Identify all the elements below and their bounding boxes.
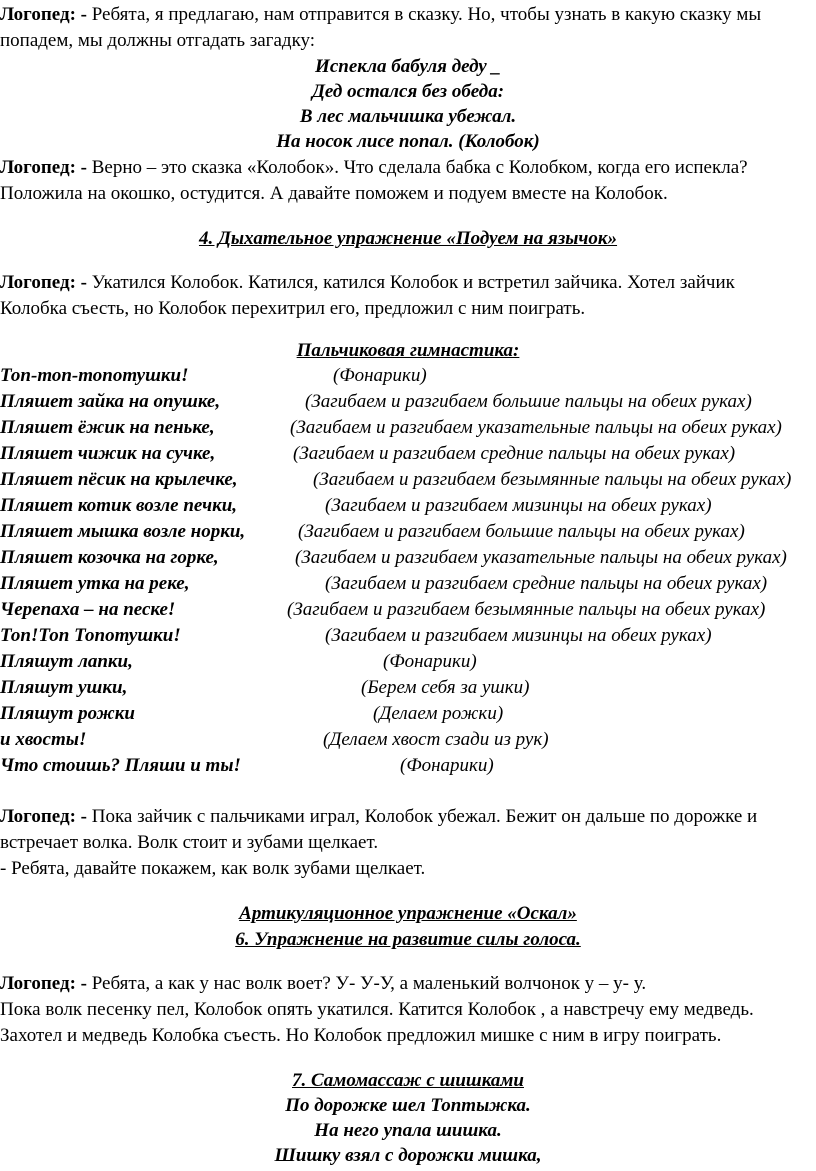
- finger-action: (Загибаем и разгибаем безымянные пальцы на обеих руках): [287, 599, 766, 620]
- paragraph-answer-line-1: [0, 157, 748, 179]
- finger-action: (Делаем рожки): [373, 703, 504, 724]
- finger-verse: Пляшут рожки: [0, 703, 135, 724]
- finger-verse: Пляшет пёсик на крылечке,: [0, 469, 238, 490]
- heading-voice-exercise: 6. Упражнение на развитие силы голоса.: [235, 929, 581, 950]
- paragraph-text: Верно – это сказка «Колобок». Что сделала бабка с Колобком, когда его испекла?: [86, 157, 748, 178]
- heading-self-massage: 7. Самомассаж с шишками: [292, 1070, 524, 1091]
- finger-verse: Пляшет котик возле печки,: [0, 495, 238, 516]
- paragraph-text: Пока зайчик с пальчиками играл, Колобок убежал. Бежит он дальше по дорожке и: [86, 806, 758, 827]
- paragraph-answer-line-2: Положила на окошко, остудится. А давайте поможем и подуем вместе на Колобок.: [0, 183, 668, 204]
- paragraph-wolf-line-3: - Ребята, давайте покажем, как волк зубами щелкает.: [0, 858, 426, 879]
- finger-action: (Фонарики): [383, 651, 477, 672]
- finger-verse: Пляшет утка на реке,: [0, 573, 190, 594]
- paragraph-text: Ребята, я предлагаю, нам отправится в сказку. Но, чтобы узнать в какую сказку мы: [86, 4, 762, 25]
- paragraph-bear-line-3: Захотел и медведь Колобка съесть. Но Колобок предложил мишке с ним в игру поиграть.: [0, 1025, 722, 1046]
- finger-action: (Загибаем и разгибаем средние пальцы на обеих руках): [325, 573, 768, 594]
- speaker-label: Логопед: -: [0, 4, 87, 25]
- speaker-label: Логопед: -: [0, 973, 87, 994]
- finger-action: (Фонарики): [400, 755, 494, 776]
- finger-action: (Загибаем и разгибаем большие пальцы на обеих руках): [305, 391, 752, 412]
- finger-action: (Загибаем и разгибаем указательные пальцы на обеих руках): [290, 417, 782, 438]
- riddle-line-3: В лес мальчишка убежал.: [299, 106, 517, 127]
- finger-verse: Пляшет козочка на горке,: [0, 547, 219, 568]
- finger-action: (Делаем хвост сзади из рук): [323, 729, 549, 750]
- paragraph-hare-line-1: [0, 272, 735, 294]
- poem-line-2: На него упала шишка.: [314, 1120, 502, 1141]
- speaker-label: Логопед: -: [0, 806, 87, 827]
- finger-verse: Топ!Топ Топотушки!: [0, 625, 181, 646]
- paragraph-text: Ребята, а как у нас волк воет? У- У-У, а маленький волчонок у – у- у.: [86, 973, 647, 994]
- finger-verse: Пляшет мышка возле норки,: [0, 521, 246, 542]
- finger-action: (Загибаем и разгибаем указательные пальцы на обеих руках): [295, 547, 787, 568]
- paragraph-intro-line-1: [0, 4, 761, 26]
- finger-action: (Фонарики): [333, 365, 427, 386]
- finger-verse: и хвосты!: [0, 729, 87, 750]
- speaker-label: Логопед: -: [0, 272, 87, 293]
- finger-action: (Загибаем и разгибаем средние пальцы на обеих руках): [293, 443, 736, 464]
- finger-action: (Загибаем и разгибаем большие пальцы на обеих руках): [298, 521, 745, 542]
- finger-verse: Пляшет ёжик на пеньке,: [0, 417, 215, 438]
- paragraph-wolf-line-1: [0, 806, 757, 828]
- paragraph-bear-line-2: Пока волк песенку пел, Колобок опять укатился. Катится Колобок , а навстречу ему медведь.: [0, 999, 754, 1020]
- paragraph-text: Укатился Колобок. Катился, катился Колобок и встретил зайчика. Хотел зайчик: [86, 272, 735, 293]
- finger-verse: Черепаха – на песке!: [0, 599, 176, 620]
- finger-action: (Загибаем и разгибаем мизинцы на обеих руках): [325, 625, 712, 646]
- heading-finger-gymnastics: Пальчиковая гимнастика:: [296, 340, 520, 361]
- paragraph-wolf-line-2: встречает волка. Волк стоит и зубами щелкает.: [0, 832, 379, 853]
- heading-breathing-exercise: 4. Дыхательное упражнение «Подуем на язычок»: [198, 228, 618, 249]
- speaker-label: Логопед: -: [0, 157, 87, 178]
- paragraph-hare-line-2: Колобка съесть, но Колобок перехитрил его, предложил с ним поиграть.: [0, 298, 586, 319]
- finger-verse: Что стоишь? Пляши и ты!: [0, 755, 241, 776]
- finger-action: (Берем себя за ушки): [361, 677, 530, 698]
- paragraph-intro-line-2: попадем, мы должны отгадать загадку:: [0, 30, 316, 51]
- heading-articulation-exercise: Артикуляционное упражнение «Оскал»: [239, 903, 577, 924]
- riddle-line-4: На носок лисе попал. (Колобок): [276, 131, 540, 152]
- poem-line-3: Шишку взял с дорожки мишка,: [274, 1145, 542, 1166]
- finger-verse: Пляшет зайка на опушке,: [0, 391, 221, 412]
- finger-verse: Пляшет чижик на сучке,: [0, 443, 216, 464]
- riddle-line-1: Испекла бабуля деду _: [315, 56, 501, 77]
- finger-verse: Топ-топ-топотушки!: [0, 365, 189, 386]
- riddle-line-2: Дед остался без обеда:: [311, 81, 505, 102]
- paragraph-bear-line-1: [0, 973, 646, 995]
- finger-verse: Пляшут ушки,: [0, 677, 128, 698]
- finger-verse: Пляшут лапки,: [0, 651, 133, 672]
- finger-action: (Загибаем и разгибаем безымянные пальцы на обеих руках): [313, 469, 792, 490]
- finger-action: (Загибаем и разгибаем мизинцы на обеих руках): [325, 495, 712, 516]
- poem-line-1: По дорожке шел Топтыжка.: [285, 1095, 531, 1116]
